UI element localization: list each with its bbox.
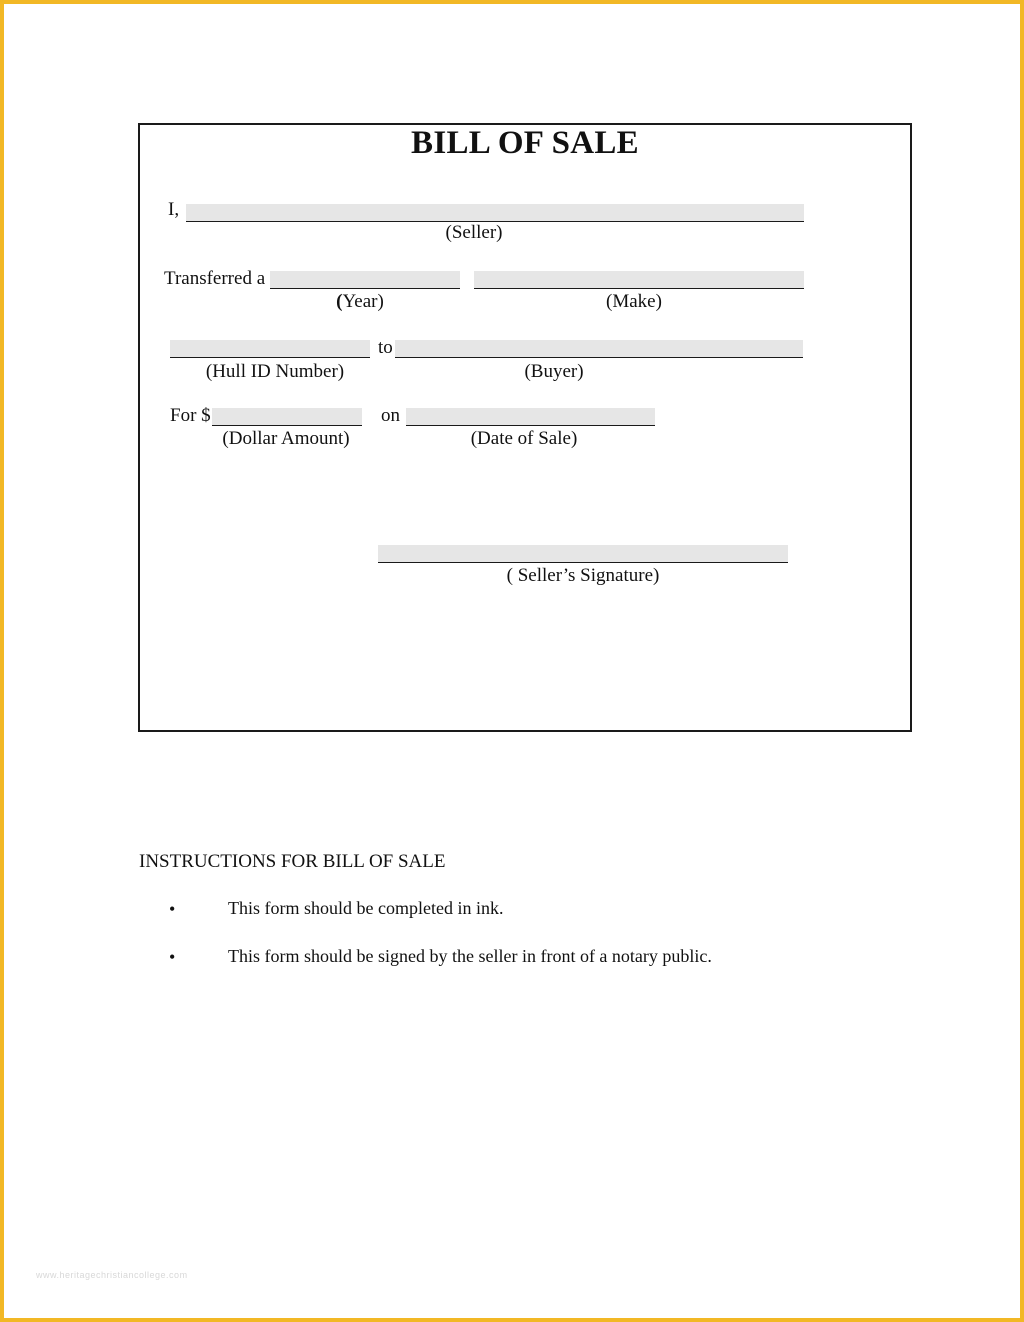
buyer-caption: (Buyer) — [524, 361, 584, 382]
bullet-icon: • — [169, 947, 176, 967]
transferred-prefix: Transferred a — [164, 268, 266, 289]
instruction-item: This form should be completed in ink. — [228, 898, 504, 918]
seller-prefix: I, — [168, 199, 180, 220]
buyer-field[interactable] — [395, 340, 803, 358]
seller-caption: (Seller) — [445, 222, 503, 243]
seller-signature-field[interactable] — [378, 545, 788, 563]
on-prefix: on — [381, 405, 400, 426]
dollar-amount-field[interactable] — [212, 408, 362, 426]
hull-id-caption: (Hull ID Number) — [205, 361, 345, 382]
hull-id-field[interactable] — [170, 340, 370, 358]
dollar-amount-caption: (Dollar Amount) — [222, 428, 350, 449]
watermark: www.heritagechristiancollege.com — [36, 1270, 188, 1280]
bullet-icon: • — [169, 899, 176, 919]
signature-caption: ( Seller’s Signature) — [506, 565, 660, 586]
date-of-sale-field[interactable] — [406, 408, 655, 426]
instructions-title: INSTRUCTIONS FOR BILL OF SALE — [139, 851, 446, 872]
instruction-item: This form should be signed by the seller in front of a notary public. — [228, 946, 712, 966]
make-caption: (Make) — [606, 291, 662, 312]
for-prefix: For $ — [170, 405, 211, 426]
year-field[interactable] — [270, 271, 460, 289]
form-title: BILL OF SALE — [411, 125, 639, 161]
date-of-sale-caption: (Date of Sale) — [470, 428, 578, 449]
bill-of-sale-form — [138, 123, 912, 732]
year-caption: (Year) — [336, 291, 384, 312]
to-prefix: to — [378, 337, 393, 358]
make-field[interactable] — [474, 271, 804, 289]
seller-field[interactable] — [186, 204, 804, 222]
